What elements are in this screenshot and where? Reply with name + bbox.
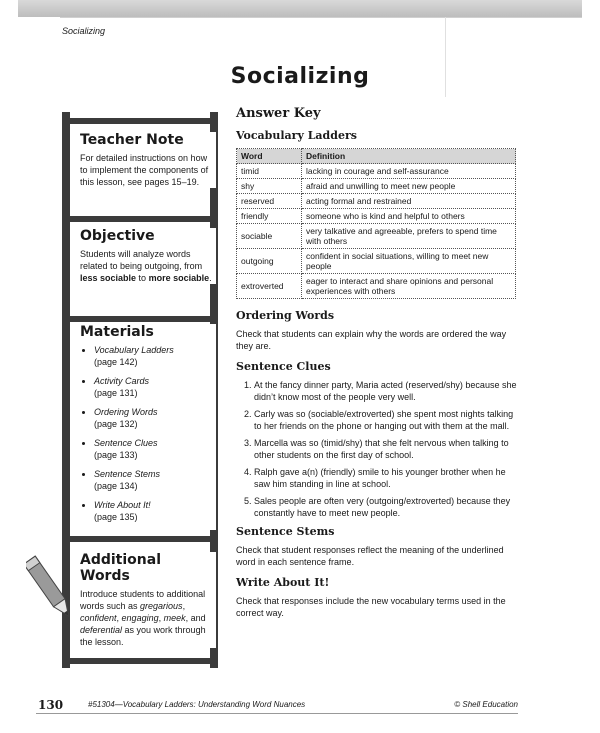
teacher-note-box (74, 132, 216, 188)
ordering-text: Check that students can explain why the words are ordered the way they are. (236, 329, 507, 351)
stems-heading: Sentence Stems (236, 525, 335, 538)
table-row (237, 194, 516, 209)
definition-cell: very talkative and agreeable, prefers to spend time with others (302, 224, 516, 249)
vocabulary-table (236, 148, 516, 299)
materials-heading: Materials (80, 324, 154, 340)
list-item: • Activity Cards (page 131) (94, 375, 212, 399)
answer-key-column (236, 106, 518, 627)
table-row (237, 224, 516, 249)
ladder-rung (62, 658, 218, 664)
vocab-heading: Vocabulary Ladders (236, 129, 357, 142)
table-row (237, 274, 516, 299)
list-item: • Ordering Words (page 132) (94, 406, 212, 430)
pencil-icon (26, 548, 72, 628)
additional-words-heading: Additional Words (80, 552, 161, 584)
objective-heading: Objective (80, 228, 155, 244)
ladder-rung (62, 118, 218, 124)
definition-cell: afraid and unwilling to meet new people (302, 179, 516, 194)
list-item: • Write About It! (page 135) (94, 499, 212, 523)
list-item: 5. Sales people are often very (outgoing/extroverted) because they constantly have to meet new people. (254, 495, 518, 519)
list-item: • Sentence Stems (page 134) (94, 468, 212, 492)
section-label: Socializing (62, 26, 106, 36)
write-heading: Write About It! (236, 576, 330, 589)
clues-list (236, 379, 518, 519)
materials-list (80, 344, 212, 523)
publisher: © Shell Education (454, 700, 518, 709)
materials-box (74, 324, 216, 530)
additional-words-box (74, 552, 216, 648)
list-item: 3. Marcella was so (timid/shy) that she felt nervous when talking to other students on the first day of school. (254, 437, 518, 461)
col-header-definition: Definition (302, 149, 516, 164)
answer-key-heading: Answer Key (236, 106, 321, 121)
book-title: #51304—Vocabulary Ladders: Understanding Word Nuances (88, 700, 306, 709)
word-cell: sociable (237, 224, 302, 249)
objective-text: Students will analyze words related to being outgoing, from less sociable to more sociable. (80, 249, 212, 283)
word-cell: timid (237, 164, 302, 179)
ladder-rung (62, 536, 218, 542)
definition-cell: acting formal and restrained (302, 194, 516, 209)
teacher-note-text: For detailed instructions on how to implement the components of this lesson, see pages 15–19. (80, 153, 209, 187)
top-rule (60, 17, 582, 18)
page-title: Socializing (230, 64, 370, 89)
teacher-note-heading: Teacher Note (80, 132, 184, 148)
clues-heading: Sentence Clues (236, 360, 331, 373)
ordering-heading: Ordering Words (236, 309, 335, 322)
ladder-rung (62, 216, 218, 222)
definition-cell: eager to interact and share opinions and personal experiences with others (302, 274, 516, 299)
list-item: 2. Carly was so (sociable/extroverted) she spent most nights talking to her friends on the phone or hanging out with them at the mall. (254, 408, 518, 432)
col-header-word: Word (237, 149, 302, 164)
list-item: • Sentence Clues (page 133) (94, 437, 212, 461)
word-cell: extroverted (237, 274, 302, 299)
word-cell: outgoing (237, 249, 302, 274)
stems-text: Check that student responses reflect the meaning of the underlined word in each sentence frame. (236, 545, 504, 567)
ladder-rung (62, 316, 218, 322)
objective-box (74, 228, 216, 284)
page-number: 130 (38, 698, 64, 712)
word-cell: shy (237, 179, 302, 194)
list-item: 4. Ralph gave a(n) (friendly) smile to his younger brother when he saw him standing in line at school. (254, 466, 518, 490)
definition-cell: someone who is kind and helpful to others (302, 209, 516, 224)
footer-rule (36, 713, 518, 714)
list-item: 1. At the fancy dinner party, Maria acted (reserved/shy) because she didn’t know most of the people very well. (254, 379, 518, 403)
table-row (237, 209, 516, 224)
table-row (237, 179, 516, 194)
list-item: • Vocabulary Ladders (page 142) (94, 344, 212, 368)
additional-words-text: Introduce students to additional words such as gregarious, confident, engaging, meek, and deferential as you work through the lesson. (80, 589, 206, 647)
table-header-row (237, 149, 516, 164)
word-cell: friendly (237, 209, 302, 224)
ladder-sidebar (62, 112, 218, 668)
top-bar (18, 0, 582, 17)
table-row (237, 249, 516, 274)
word-cell: reserved (237, 194, 302, 209)
write-text: Check that responses include the new vocabulary terms used in the correct way. (236, 596, 506, 618)
table-row (237, 164, 516, 179)
definition-cell: lacking in courage and self-assurance (302, 164, 516, 179)
definition-cell: confident in social situations, willing to meet new people (302, 249, 516, 274)
